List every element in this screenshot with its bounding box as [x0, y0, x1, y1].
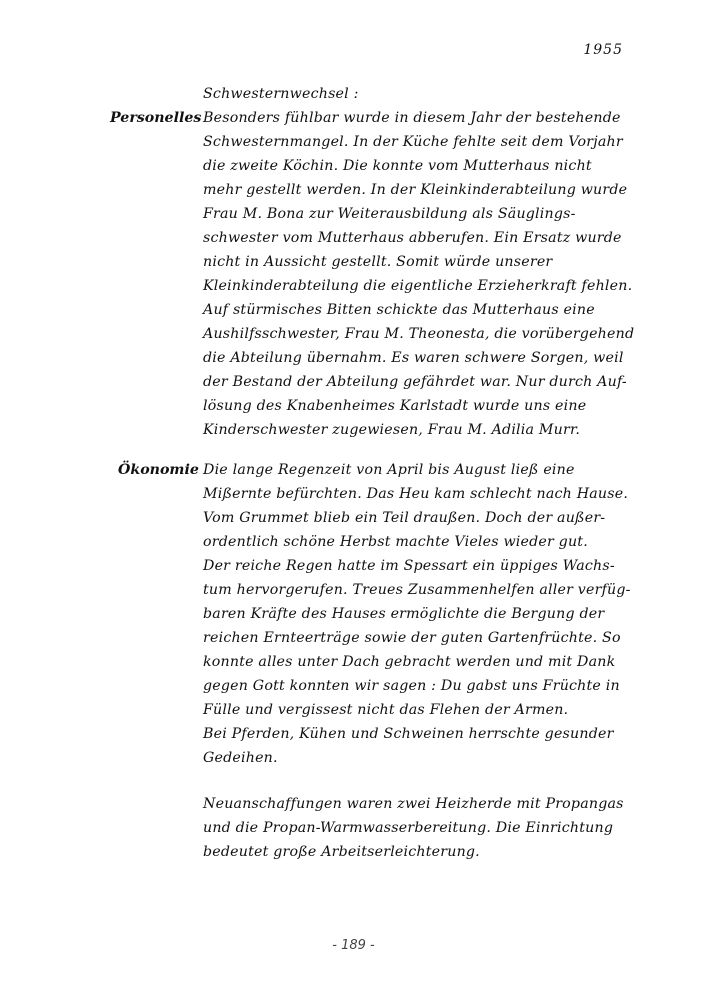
section-heading: Schwesternwechsel : [203, 86, 359, 102]
text-line: Der reiche Regen hatte im Spessart ein üppiges Wachs- [203, 558, 615, 574]
text-line: Kinderschwester zugewiesen, Frau M. Adilia Murr. [203, 422, 581, 438]
text-line: Kleinkinderabteilung die eigentliche Erzieherkraft fehlen. [203, 278, 633, 294]
text-line: und die Propan-Warmwasserbereitung. Die Einrichtung [203, 820, 614, 836]
page-number: - 189 - [332, 938, 375, 953]
text-line: bedeutet große Arbeitserleichterung. [203, 844, 480, 860]
text-line: Aushilfsschwester, Frau M. Theonesta, die vorübergehend [203, 326, 635, 342]
text-line: die zweite Köchin. Die konnte vom Mutterhaus nicht [203, 158, 592, 174]
margin-label-oekonomie: Ökonomie [118, 462, 199, 478]
text-line: lösung des Knabenheimes Karlstadt wurde uns eine [203, 398, 587, 414]
text-line: die Abteilung übernahm. Es waren schwere Sorgen, weil [203, 350, 624, 366]
text-line: Fülle und vergissest nicht das Flehen der Armen. [203, 702, 569, 718]
margin-label-personelles: Personelles [110, 110, 202, 126]
text-line: der Bestand der Abteilung gefährdet war. Nur durch Auf- [203, 374, 627, 390]
text-line: tum hervorgerufen. Treues Zusammenhelfen aller verfüg- [203, 582, 631, 598]
text-line: Vom Grummet blieb ein Teil draußen. Doch der außer- [203, 510, 606, 526]
text-line: konnte alles unter Dach gebracht werden und mit Dank [203, 654, 616, 670]
text-line: Frau M. Bona zur Weiterausbildung als Säuglings- [203, 206, 576, 222]
text-line: Bei Pferden, Kühen und Schweinen herrschte gesunder [203, 726, 614, 742]
text-line: Auf stürmisches Bitten schickte das Mutterhaus eine [203, 302, 595, 318]
text-line: schwester vom Mutterhaus abberufen. Ein Ersatz wurde [203, 230, 622, 246]
text-line: nicht in Aussicht gestellt. Somit würde unserer [203, 254, 553, 270]
text-line: mehr gestellt werden. In der Kleinkinderabteilung wurde [203, 182, 628, 198]
text-line: reichen Ernteerträge sowie der guten Gartenfrüchte. So [203, 630, 621, 646]
text-line: Die lange Regenzeit von April bis August ließ eine [203, 462, 575, 478]
text-line: ordentlich schöne Herbst machte Vieles wieder gut. [203, 534, 588, 550]
text-line: baren Kräfte des Hauses ermöglichte die Bergung der [203, 606, 605, 622]
text-line: Besonders fühlbar wurde in diesem Jahr der bestehende [203, 110, 621, 126]
text-line: Schwesternmangel. In der Küche fehlte seit dem Vorjahr [203, 134, 623, 150]
text-line: gegen Gott konnten wir sagen : Du gabst uns Früchte in [203, 678, 620, 694]
text-line: Mißernte befürchten. Das Heu kam schlecht nach Hause. [203, 486, 629, 502]
text-line: Gedeihen. [203, 750, 278, 766]
text-line: Neuanschaffungen waren zwei Heizherde mit Propangas [203, 796, 624, 812]
year-header: 1955 [583, 42, 623, 58]
